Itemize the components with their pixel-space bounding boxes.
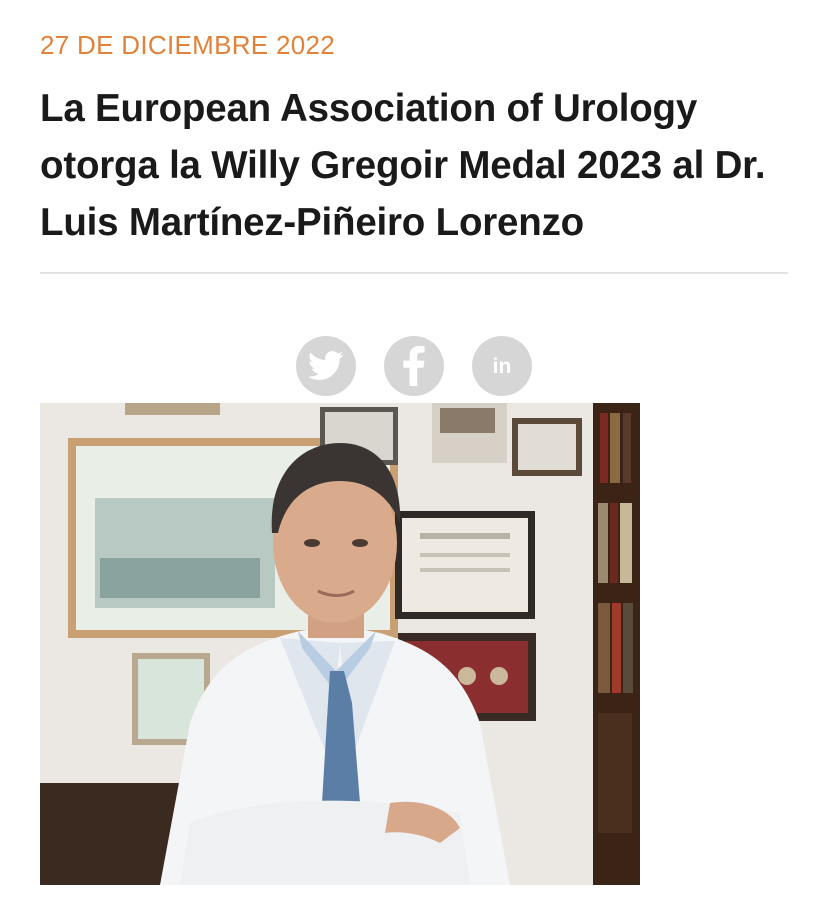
portrait-illustration bbox=[40, 403, 640, 885]
facebook-icon bbox=[403, 346, 425, 386]
share-bar bbox=[296, 336, 532, 396]
title-divider bbox=[40, 272, 788, 274]
linkedin-glyph: in bbox=[492, 355, 512, 378]
article-title: La European Association of Urology otorga la Willy Gregoir Medal 2023 al Dr. Luis Martínez-Piñeiro Lorenzo bbox=[40, 87, 766, 244]
share-twitter-button[interactable] bbox=[296, 336, 356, 396]
article-date: 27 DE DICIEMBRE 2022 bbox=[40, 30, 336, 60]
share-linkedin-button[interactable] bbox=[472, 336, 532, 396]
portrait-photo bbox=[40, 403, 640, 885]
linkedin-icon bbox=[487, 351, 517, 381]
twitter-icon bbox=[308, 351, 344, 381]
share-facebook-button[interactable] bbox=[384, 336, 444, 396]
